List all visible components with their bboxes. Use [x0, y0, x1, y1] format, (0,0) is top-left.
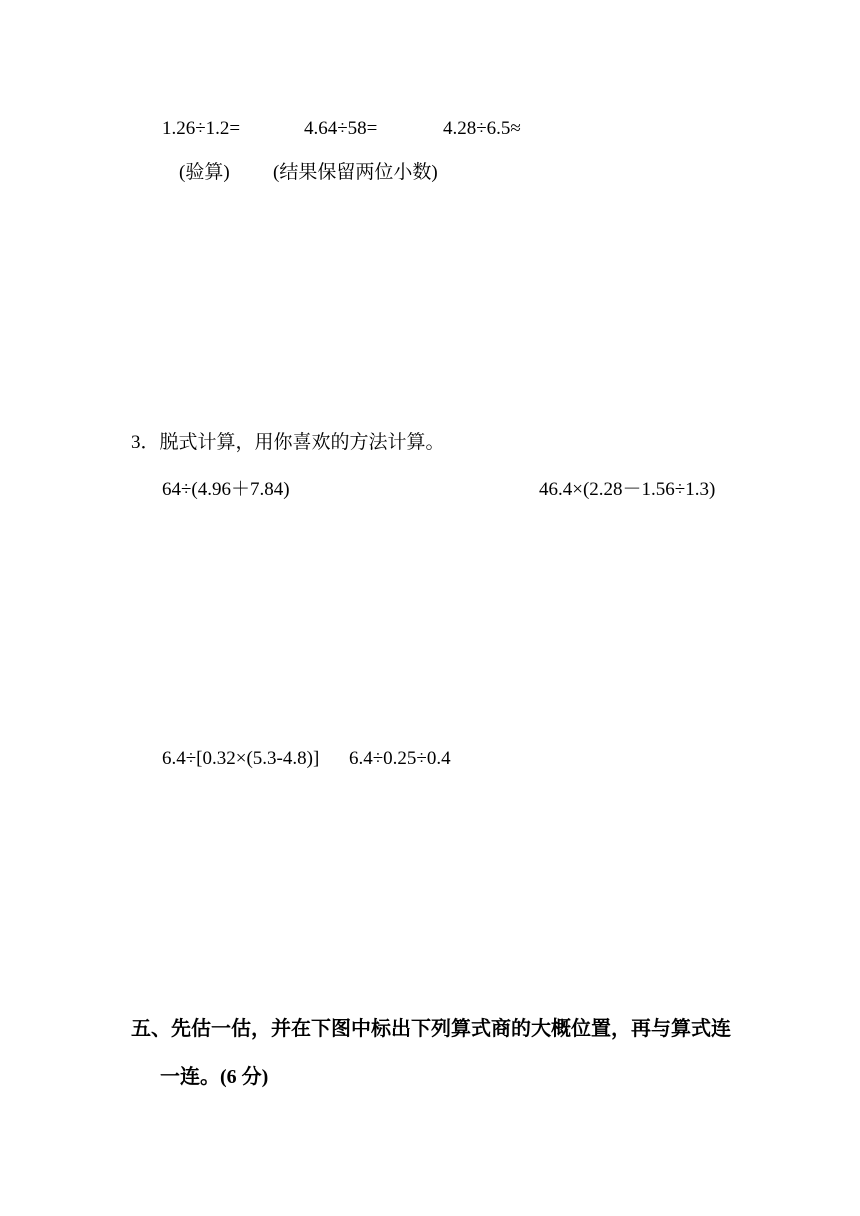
expr-6-4-div-0-25: 6.4÷0.25÷0.4: [349, 748, 451, 769]
expr-6-4-div-bracket: 6.4÷[0.32×(5.3-4.8)]: [162, 748, 320, 769]
question-3-heading: 3．脱式计算，用你喜欢的方法计算。: [131, 432, 445, 453]
note-check: (验算): [179, 162, 230, 183]
section-5-heading-line1: 五、先估一估，并在下图中标出下列算式商的大概位置，再与算式连: [131, 1018, 731, 1040]
note-round-two-decimals: (结果保留两位小数): [273, 162, 438, 183]
expr-4-64-div-58: 4.64÷58=: [304, 118, 378, 139]
section-5-heading-line2: 一连。(6 分): [160, 1066, 269, 1088]
expr-4-28-div-6-5: 4.28÷6.5≈: [443, 118, 521, 139]
expr-64-div: 64÷(4.96＋7.84): [162, 479, 290, 500]
expr-46-4-times: 46.4×(2.28－1.56÷1.3): [539, 479, 716, 500]
expr-1-26-div-1-2: 1.26÷1.2=: [162, 118, 241, 139]
